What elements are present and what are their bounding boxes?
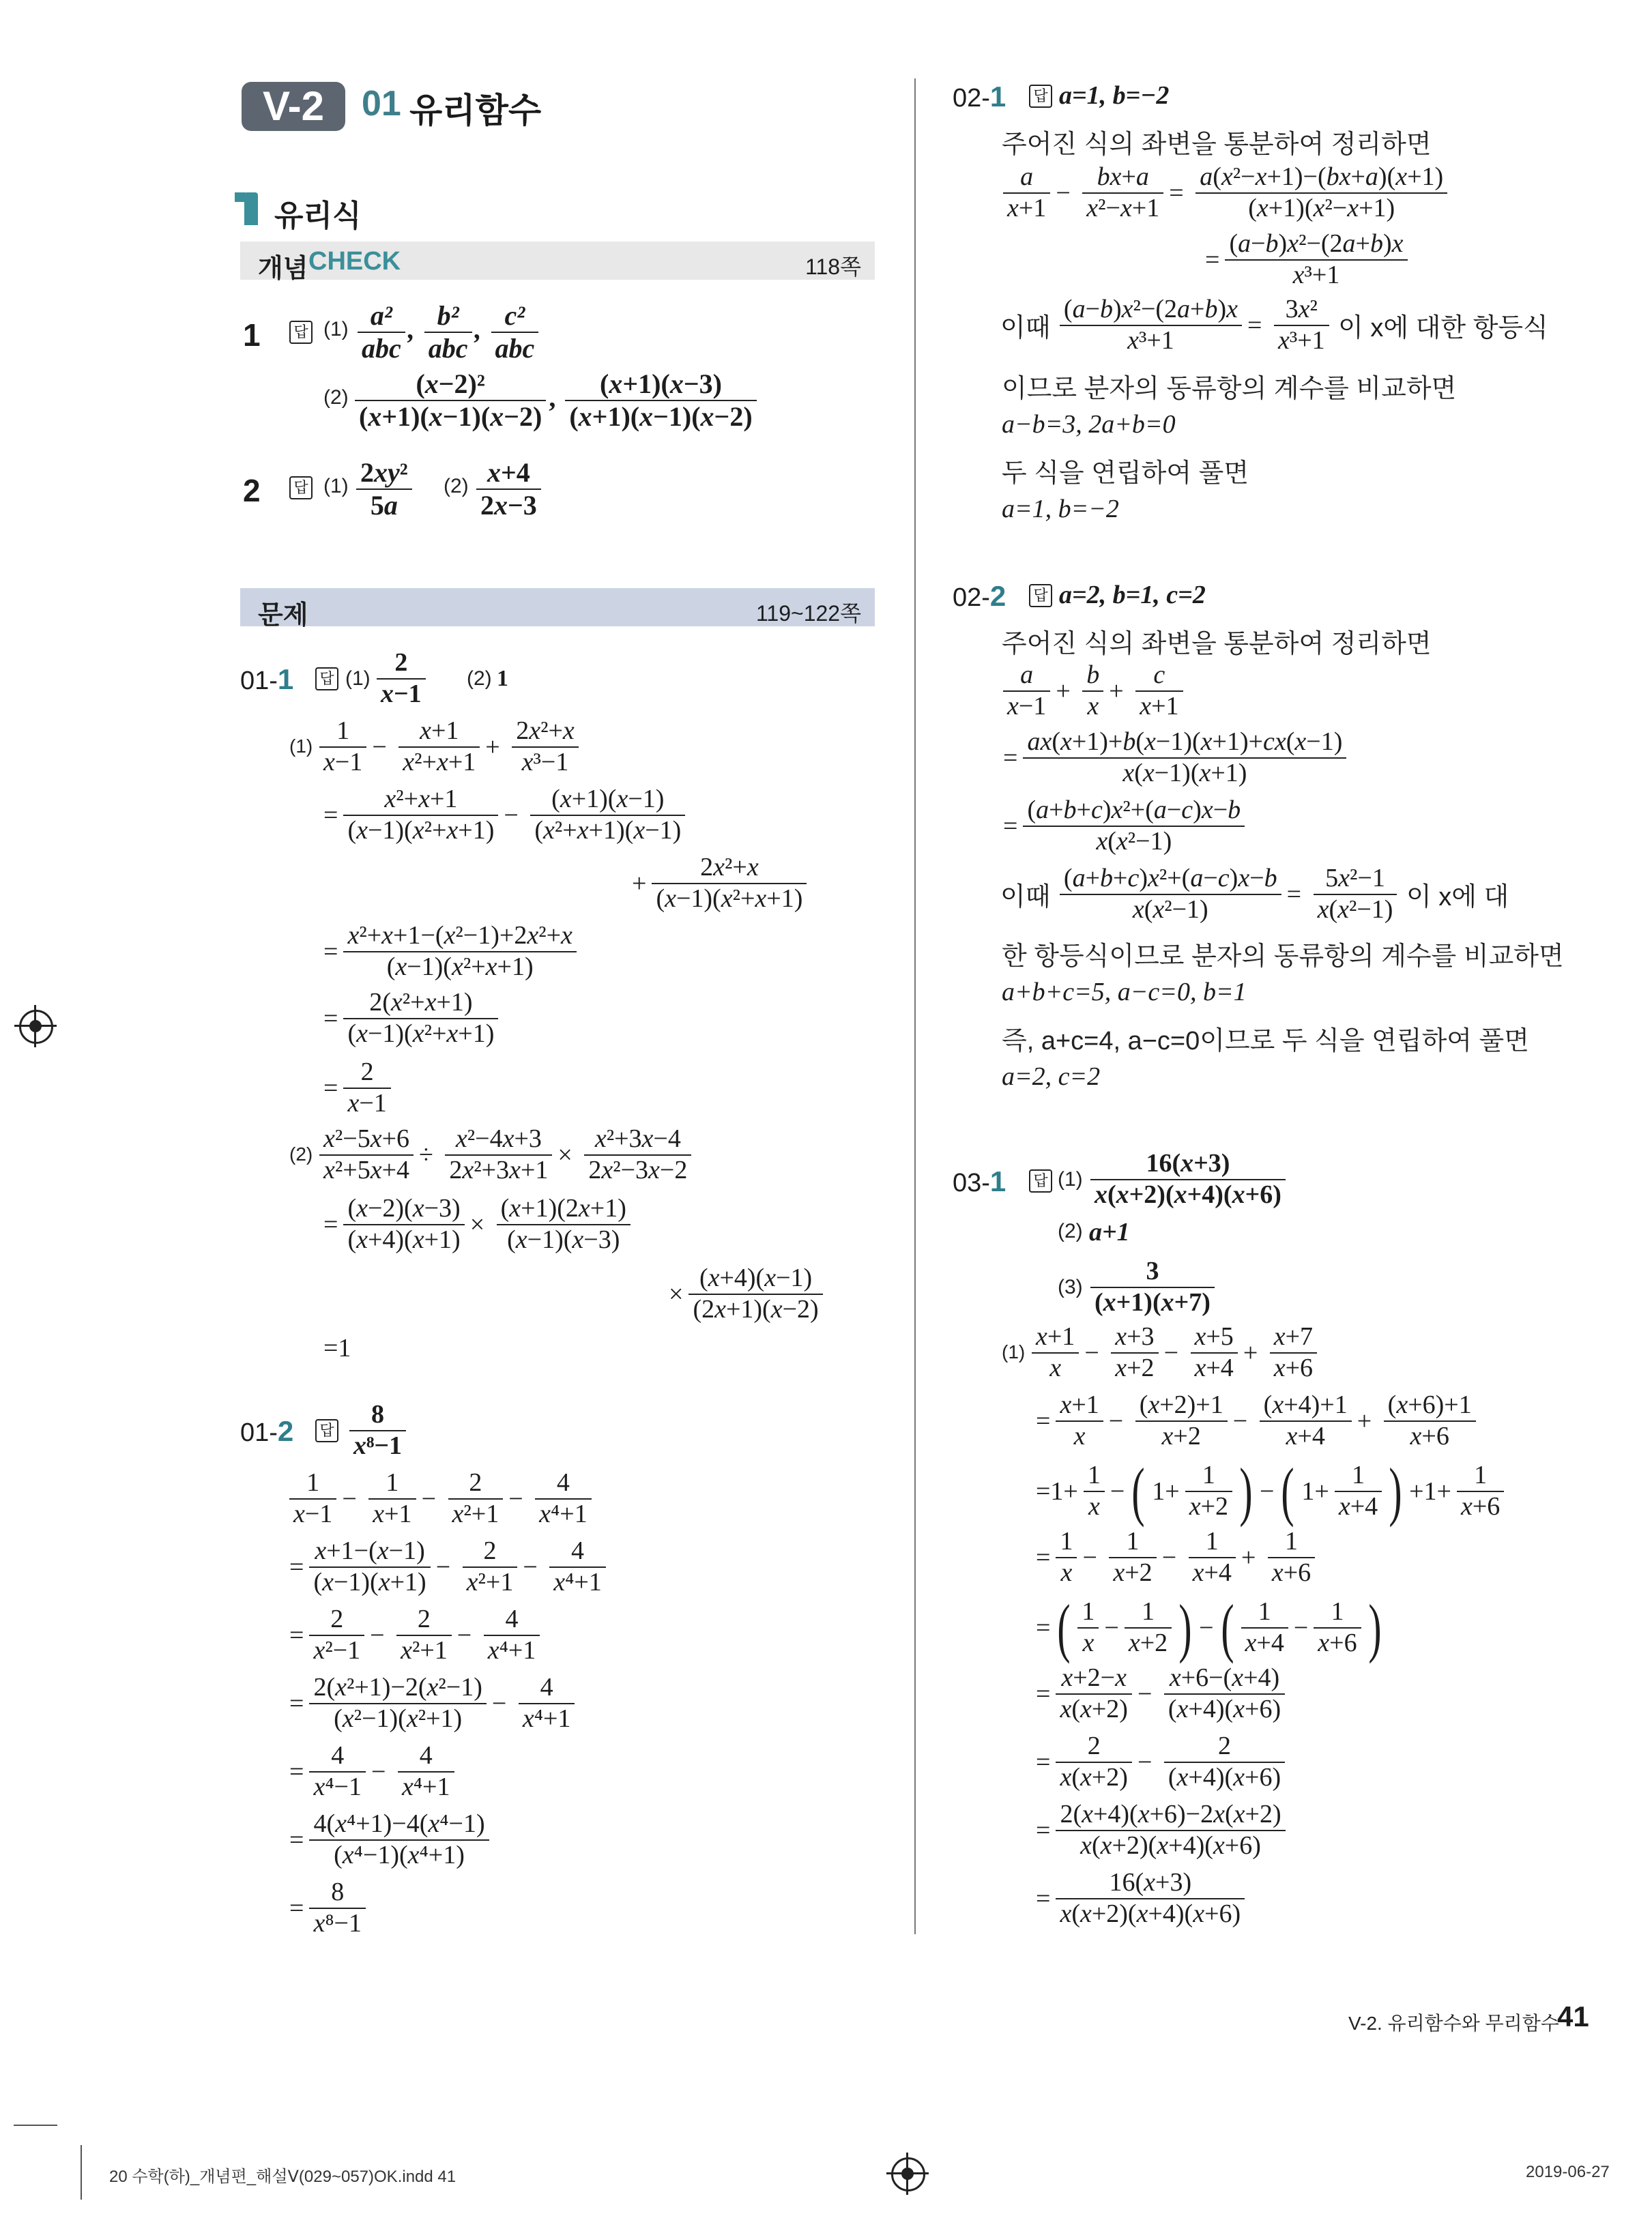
check-q2-number: 2 [243, 473, 261, 508]
p02-1-line1: 주어진 식의 좌변을 통분하여 정리하면 [1002, 130, 1432, 159]
p02-2-this-suffix: 이 x에 대 [1406, 883, 1509, 912]
concept-check-bar [240, 242, 875, 283]
p02-2-eq1: a+b+c=5, a−c=0, b=1 [1002, 978, 1247, 1006]
p01-1-sol1-step0: $\frac{1}{x-1}$ − $\frac{x+1}{\text{x²+x+1}}$ + $\frac{\text{2x²+x}}{\text{x³−1}}$ [317, 716, 581, 777]
p02-1-step1: = $\frac{\text{(a−b)x²−(2a+b)x}}{\text{x³+1}}$ [1202, 229, 1410, 290]
p01-2-step6: = $\frac{8}{\text{x⁸−1}}$ [287, 1878, 368, 1938]
problem-bar [240, 588, 875, 630]
p01-1-sol2-step1: = $\frac{(x-2)(x-3)}{(x+4)(x+1)}$ × $\frac{(x+1)(2x+1)}{(x-1)(x-3)}$ [321, 1194, 633, 1255]
p03-1-step4: = ( $\frac{1}{x}$ − $\frac{1}{x+2}$ ) − ( $\frac{1}{x+4}$ − $\frac{1}{x+6}$ ) [1036, 1591, 1382, 1664]
p01-2-step2: = $\frac{2}{\text{x²−1}}$ − $\frac{2}{\text{x²+1}}$ − $\frac{4}{\text{x⁴+1}}$ [287, 1605, 542, 1665]
p03-1-step1: = $\frac{x+1}{x}$ − $\frac{(x+2)+1}{x+2}$ − $\frac{(x+4)+1}{x+4}$ + $\frac{(x+6)+1}{x+6}$ [1033, 1390, 1479, 1451]
p03-1-step2: =1+ $\frac{1}{x}$ − ( 1+ $\frac{1}{x+2}$ ) − ( 1+ $\frac{1}{x+4}$ ) +1+ $\frac{1}{x+6}$ [1033, 1459, 1507, 1524]
answer-mark: 답 [1029, 85, 1052, 108]
p01-2-step0: $\frac{1}{x-1}$ − $\frac{1}{x+1}$ − $\frac{2}{\text{x²+1}}$ − $\frac{4}{\text{x⁴+1}}$ [287, 1468, 594, 1529]
p03-1-step6: = $\frac{2}{x(x+2)}$ − $\frac{2}{(x+4)(x+6)}$ [1033, 1732, 1288, 1792]
p01-2-step5: = $\frac{\text{4(x⁴+1)−4(x⁴−1)}}{\text{(x⁴−1)(x⁴+1)}}$ [287, 1809, 492, 1870]
answer-mark: 답 [1029, 584, 1052, 607]
p03-1-part2-answer: a+1 [1089, 1218, 1130, 1246]
p01-1-sol2-label: (2) [289, 1143, 313, 1165]
p03-1-part1-answer: $\frac{16(x+3)}{x(x+2)(x+4)(x+6)}$ [1088, 1149, 1288, 1210]
problem-01-2-number: 01-2 [240, 1415, 294, 1447]
p02-2-answer: a=2, b=1, c=2 [1059, 581, 1206, 609]
p03-1-sol-label: (1) [1002, 1341, 1026, 1362]
p02-2-result: a=2, c=2 [1002, 1062, 1101, 1091]
check-label: CHECK [308, 247, 401, 276]
p01-2-step3: = $\frac{\text{2(x²+1)−2(x²−1)}}{\text{(x²−1)(x²+1)}}$ − $\frac{4}{\text{x⁴+1}}$ [287, 1673, 577, 1734]
file-slug: 20 수학(하)_개념편_해설Ⅴ(029~057)OK.indd 41 [109, 2168, 457, 2186]
registration-mark-icon [19, 1010, 53, 1044]
problem-label: 문제 [258, 601, 308, 630]
q1-part2-answer: $\frac{\text{(x−2)²}}{(x+1)(x-1)(x-2)}$ , $\frac{(x+1)(x-3)}{(x+1)(x-1)(x-2)}$ [352, 368, 759, 433]
q1-part2-label: (2) [323, 386, 349, 409]
p02-2-step1: = $\frac{ax(x+1)+b(x-1)(x+1)+cx(x-1)}{x(x-1)(x+1)}$ [1000, 727, 1349, 788]
q2-part2-label: (2) [444, 475, 469, 497]
answer-mark: 답 [289, 321, 313, 344]
p02-2-solve-line: 즉, a+c=4, a−c=0이므로 두 식을 연립하여 풀면 [1002, 1027, 1529, 1055]
crop-mark [81, 2145, 82, 2200]
p01-2-step1: = $\frac{x+1-(x-1)}{(x-1)(x+1)}$ − $\frac{2}{\text{x²+1}}$ − $\frac{4}{\text{x⁴+1}}$ [287, 1536, 609, 1597]
p01-1-part2-answer: 1 [497, 666, 508, 691]
p01-1-sol1-step1b: + $\frac{\text{2x²+x}}{\text{(x−1)(x²+x+1)}}$ [629, 853, 809, 914]
problem-01-1-number: 01-1 [240, 663, 294, 695]
q2-part2-answer: $\frac{x+4}{2x-3}$ [474, 457, 544, 521]
p01-1-sol2-result: =1 [323, 1334, 351, 1362]
p02-2-coef-line: 한 항등식이므로 분자의 동류항의 계수를 비교하면 [1002, 942, 1564, 971]
section-title: 유리식 [274, 199, 362, 233]
check-q1-number: 1 [243, 317, 261, 353]
p01-1-sol1-step2: = $\frac{\text{x²+x+1−(x²−1)+2x²+x}}{\text{(x−1)(x²+x+1)}}$ [321, 921, 579, 982]
chapter-badge: V-2 [242, 82, 345, 131]
chapter-number: 01 [362, 84, 401, 123]
answer-mark: 답 [289, 476, 313, 499]
p02-1-step0: $\frac{a}{x+1}$ − $\frac{bx+a}{\text{x²−x+1}}$ = $\frac{\text{a(x²−x+1)−(bx+a)(x+1)}}{\text{(x+1)(x²−x+1)}}$ [1000, 162, 1450, 223]
p02-2-identity: 이때 $\frac{\text{(a+b+c)x²+(a−c)x−b}}{\text{x(x²−1)}}$ = $\frac{\text{5x²−1}}{\text{x(x²−1)}}$ 이 x에 대 [1000, 864, 1509, 924]
p02-1-eq1: a−b=3, 2a+b=0 [1002, 410, 1176, 439]
problem-page-ref: 119~122쪽 [755, 601, 861, 626]
p03-1-step7: = $\frac{2(x+4)(x+6)-2x(x+2)}{x(x+2)(x+4)(x+6)}$ [1033, 1800, 1288, 1861]
footer-section: V-2. 유리함수와 무리함수 [1348, 2013, 1559, 2034]
p03-1-part1-label: (1) [1058, 1168, 1083, 1191]
answer-mark: 답 [315, 1419, 338, 1442]
p03-1-part3-label: (3) [1058, 1276, 1083, 1298]
p01-1-sol2-step1b: × $\frac{(x+4)(x-1)}{(2x+1)(x-2)}$ [666, 1264, 826, 1324]
column-divider [914, 78, 916, 1934]
p03-1-step8: = $\frac{16(x+3)}{x(x+2)(x+4)(x+6)}$ [1033, 1868, 1247, 1929]
p02-2-step0: $\frac{a}{x-1}$ + $\frac{b}{x}$ + $\frac{c}{x+1}$ [1000, 660, 1186, 721]
p02-1-solve-line: 두 식을 연립하여 풀면 [1002, 459, 1249, 488]
registration-mark-icon [891, 2157, 925, 2191]
crop-mark [14, 2125, 57, 2126]
p01-1-part2-label: (2) [467, 667, 492, 690]
p02-2-this-prefix: 이때 [1000, 883, 1051, 912]
p01-2-step4: = $\frac{4}{\text{x⁴−1}}$ − $\frac{4}{\text{x⁴+1}}$ [287, 1741, 457, 1802]
p01-1-sol1-step1: = $\frac{\text{x²+x+1}}{\text{(x−1)(x²+x+1)}}$ − $\frac{(x+1)(x-1)}{\text{(x²+x+1)(x−1)}}$ [321, 785, 688, 845]
q2-part1-label: (1) [323, 475, 349, 497]
p01-1-sol1-label: (1) [289, 735, 313, 757]
p01-1-sol1-step3: = $\frac{\text{2(x²+x+1)}}{\text{(x−1)(x²+x+1)}}$ [321, 988, 501, 1049]
problem-02-1-number: 02-1 [953, 81, 1006, 113]
p01-1-sol1-step4: = $\frac{2}{x-1}$ [321, 1058, 394, 1118]
answer-mark: 답 [1029, 1169, 1052, 1193]
p02-2-step2: = $\frac{\text{(a+b+c)x²+(a−c)x−b}}{\text{x(x²−1)}}$ [1000, 796, 1247, 856]
p03-1-part2-label: (2) [1058, 1220, 1083, 1242]
q1-part1-label: (1) [323, 318, 349, 340]
p01-2-answer: $\frac{8}{\text{x⁸−1}}$ [347, 1400, 409, 1461]
p02-1-answer: a=1, b=−2 [1059, 81, 1170, 110]
p02-1-this-suffix: 이 x에 대한 항등식 [1338, 314, 1548, 343]
problem-02-2-number: 02-2 [953, 580, 1006, 612]
q2-part1-answer: $\frac{\text{2xy²}}{5a}$ [353, 457, 415, 521]
p02-2-line1: 주어진 식의 좌변을 통분하여 정리하면 [1002, 630, 1432, 658]
p03-1-step5: = $\frac{x+2-x}{x(x+2)}$ − $\frac{x+6-(x+4)}{(x+4)(x+6)}$ [1033, 1663, 1288, 1724]
p01-1-part1-answer: $\frac{2}{x-1}$ [374, 648, 429, 709]
concept-label: 개념 [258, 254, 308, 283]
p02-1-identity: 이때 $\frac{\text{(a−b)x²−(2a+b)x}}{\text{x³+1}}$ = $\frac{\text{3x²}}{\text{x³+1}}$ 이 x에 대한 항등식 [1000, 295, 1548, 355]
p03-1-step0: $\frac{x+1}{x}$ − $\frac{x+3}{x+2}$ − $\frac{x+5}{x+4}$ + $\frac{x+7}{x+6}$ [1029, 1322, 1320, 1383]
page-number: 41 [1557, 2000, 1589, 2032]
concept-page-ref: 118쪽 [805, 254, 861, 279]
answer-mark: 답 [315, 667, 338, 690]
section-mark-icon [244, 192, 258, 225]
p02-1-result: a=1, b=−2 [1002, 495, 1119, 523]
problem-03-1-number: 03-1 [953, 1165, 1006, 1197]
p03-1-step3: = $\frac{1}{x}$ − $\frac{1}{x+2}$ − $\frac{1}{x+4}$ + $\frac{1}{x+6}$ [1033, 1527, 1318, 1588]
date-slug: 2019-06-27 [1526, 2163, 1610, 2181]
p01-1-sol2-step0: $\frac{\text{x²−5x+6}}{\text{x²+5x+4}}$ ÷ $\frac{\text{x²−4x+3}}{\text{2x²+3x+1}}$ × $\frac{\text{x²+3x−4}}{\text{2x²−3x−2}}$ [317, 1124, 694, 1185]
p03-1-part3-answer: $\frac{3}{(x+1)(x+7)}$ [1088, 1257, 1217, 1317]
p01-1-part1-label: (1) [345, 667, 371, 690]
chapter-title: 유리함수 [409, 91, 542, 130]
p02-1-coef-line: 이므로 분자의 동류항의 계수를 비교하면 [1002, 375, 1457, 403]
q1-part1-answer: a² abc , b² abc , c² abc [355, 300, 541, 364]
p02-1-this-prefix: 이때 [1000, 314, 1051, 343]
